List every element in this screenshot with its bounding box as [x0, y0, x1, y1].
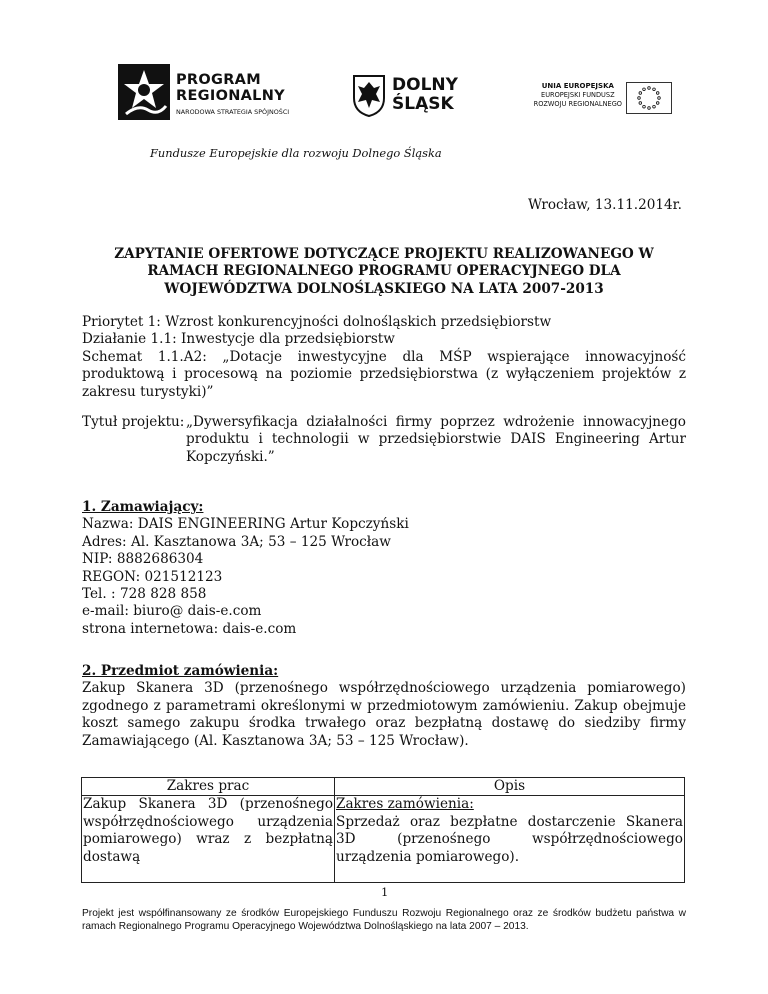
document-date: Wrocław, 13.11.2014r.	[528, 197, 682, 213]
scope-table	[81, 777, 685, 883]
project-title-value: „Dywersyfikacja działalności firmy poprzez wdrożenie innowacyjnego produktu i technologii w przedsiębiorstwie DAIS Engineering Artur Kopczyński.”	[186, 414, 686, 465]
section-2-heading: 2. Przedmiot zamówienia:	[82, 663, 279, 679]
table-header-description: Opis	[335, 778, 685, 796]
eu-flag-icon	[626, 82, 672, 114]
star-figure-icon	[118, 64, 170, 120]
table-header-row	[82, 778, 685, 796]
eu-logo	[512, 82, 672, 118]
buyer-nip: NIP: 8882686304	[82, 551, 204, 568]
action-line: Działanie 1.1: Inwestycje dla przedsiębiorstw	[82, 331, 395, 348]
buyer-address: Adres: Al. Kasztanowa 3A; 53 – 125 Wrocław	[82, 533, 391, 550]
scheme-line: Schemat 1.1.A2: „Dotacje inwestycyjne dla MŚP wspierające innowacyjność produktową i procesową na poziomie przedsiębiorstwa (z wyłączeniem projektów z zakresu turystyki)”	[82, 348, 686, 400]
order-scope-heading: Zakres zamówienia:	[336, 796, 474, 813]
section-1-heading: 1. Zamawiający:	[82, 499, 204, 515]
order-subject-text: Zakup Skanera 3D (przenośnego współrzędnościowego urządzenia pomiarowego) zgodnego z parametrami określonymi w przedmiotowym zamówieniu. Zakup obejmuje koszt samego zakupu środka trwałego oraz bezpłatną dostawę do siedziby firmy Zamawiającego (Al. Kasztanowa 3A; 53 – 125 Wrocław).	[82, 680, 686, 749]
section-przedmiot	[82, 663, 686, 750]
priority-line: Priorytet 1: Wzrost konkurencyjności dolnośląskich przedsiębiorstw	[82, 314, 552, 330]
program-logo-title: PROGRAM REGIONALNY	[176, 72, 285, 104]
eu-logo-text: UNIA EUROPEJSKA EUROPEJSKI FUNDUSZ ROZWOJU REGIONALNEGO	[533, 82, 622, 108]
program-regionalny-logo	[118, 64, 328, 124]
buyer-email: e-mail: biuro@ dais-e.com	[82, 603, 262, 620]
footer-note: Projekt jest współfinansowany ze środków Europejskiego Funduszu Rozwoju Regionalnego oraz ze środków budżetu państwa w ramach Regionalnego Programu Operacyjnego Województwa Dolnośląskiego na lata 2007 – 2013.	[82, 908, 686, 932]
page-number: 1	[381, 885, 389, 899]
section-zamawiajacy	[82, 499, 686, 638]
order-scope-text: Sprzedaż oraz bezpłatne dostarczenie Skanera 3D (przenośnego współrzędnościowego urządzenia pomiarowego).	[336, 813, 683, 865]
dolny-slask-logo	[352, 74, 470, 118]
document-title: ZAPYTANIE OFERTOWE DOTYCZĄCE PROJEKTU REALIZOWANEGO W RAMACH REGIONALNEGO PROGRAMU OPERACYJNEGO DLA WOJEWÓDZTWA DOLNOŚLĄSKIEGO NA LATA 2007-2013	[114, 246, 654, 297]
program-logo-subtitle: NARODOWA STRATEGIA SPÓJNOŚCI	[176, 108, 290, 116]
table-cell-description	[335, 796, 685, 883]
priority-block	[82, 314, 686, 401]
header-subtitle: Fundusze Europejskie dla rozwoju Dolnego Śląska	[150, 146, 442, 160]
buyer-regon: REGON: 021512123	[82, 568, 223, 585]
eagle-crest-icon	[352, 74, 386, 118]
table-row	[82, 796, 685, 883]
buyer-website: strona internetowa: dais-e.com	[82, 620, 297, 637]
buyer-name: Nazwa: DAIS ENGINEERING Artur Kopczyński	[82, 516, 409, 533]
dolny-slask-text: DOLNY ŚLĄSK	[392, 75, 458, 114]
buyer-phone: Tel. : 728 828 858	[82, 586, 207, 603]
table-header-scope: Zakres prac	[82, 778, 335, 796]
table-cell-scope: Zakup Skanera 3D (przenośnego współrzędnościowego urządzenia pomiarowego) wraz z bezpłatną dostawą	[82, 796, 335, 883]
project-title-label: Tytuł projektu:	[82, 414, 185, 430]
